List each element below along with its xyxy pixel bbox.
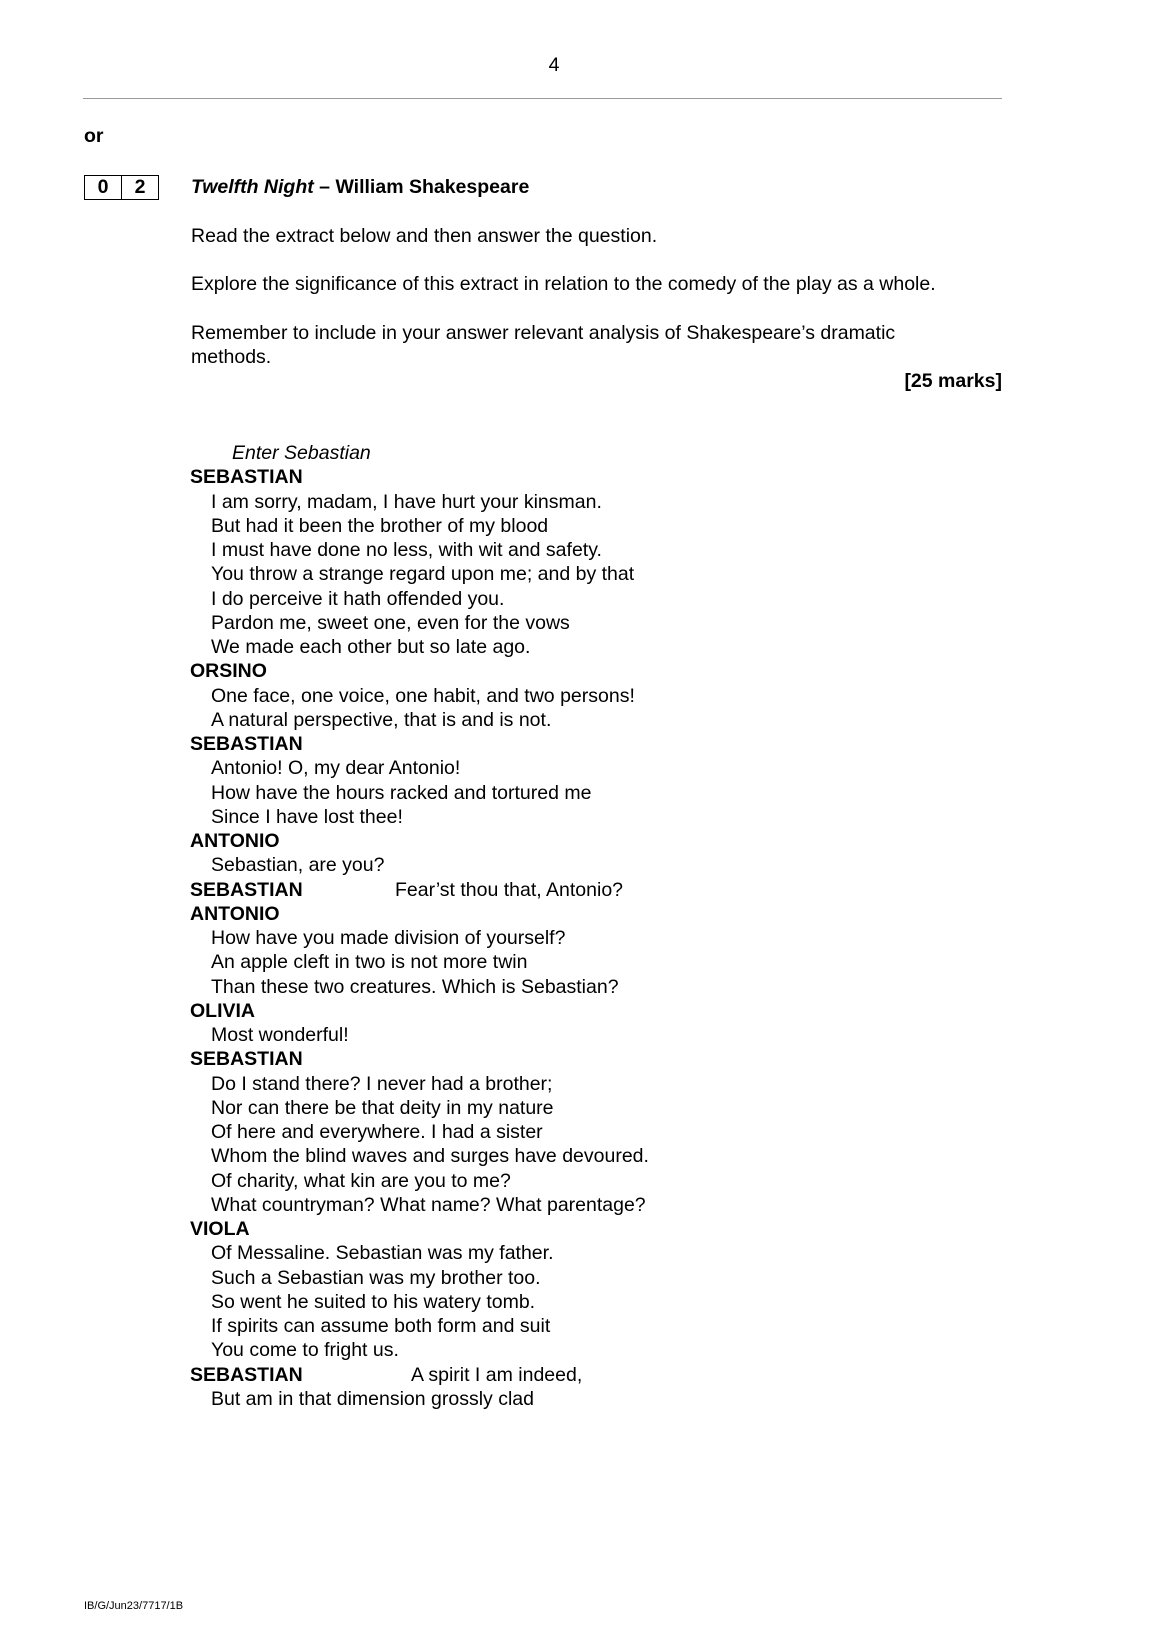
line-text: You come to fright us. [211, 1339, 399, 1362]
line-text: Pardon me, sweet one, even for the vows [211, 611, 570, 634]
line-text: You throw a strange regard upon me; and by that [211, 563, 635, 586]
speaker-name [190, 732, 649, 756]
verse-line [190, 562, 649, 586]
speaker-name [190, 999, 649, 1023]
line-text: One face, one voice, one habit, and two persons! [211, 684, 635, 707]
line-text: So went he suited to his watery tomb. [211, 1290, 536, 1313]
line-text: A natural perspective, that is and is not. [211, 708, 552, 731]
header-divider [83, 98, 1002, 99]
line-text: Enter Sebastian [232, 442, 371, 464]
question-digit: 2 [121, 176, 158, 199]
stage-direction [190, 441, 649, 465]
instruction: Remember to include in your answer relevant analysis of Shakespeare’s dramatic [191, 322, 896, 344]
line-text: VIOLA [190, 1218, 250, 1240]
line-text: I am sorry, madam, I have hurt your kinsman. [211, 490, 602, 513]
verse-line [190, 538, 649, 562]
verse-line [190, 611, 649, 635]
line-text: Of Messaline. Sebastian was my father. [211, 1242, 554, 1265]
question-prompt: Explore the significance of this extract in relation to the comedy of the play as a whole. [191, 273, 936, 295]
speaker-name [190, 465, 649, 489]
speaker-name [190, 1363, 649, 1387]
line-text: SEBASTIAN [190, 1048, 303, 1071]
line-text: Than these two creatures. Which is Sebastian? [211, 975, 619, 998]
verse-line [190, 1387, 649, 1411]
verse-line: Fear’st thou that, Antonio? [395, 878, 624, 901]
verse-line [190, 1096, 649, 1120]
line-text: An apple cleft in two is not more twin [211, 951, 528, 974]
verse-line [190, 708, 649, 732]
verse-line [190, 805, 649, 829]
verse-line [190, 1266, 649, 1290]
verse-line [190, 1120, 649, 1144]
speaker-name [190, 1047, 649, 1071]
line-text: SEBASTIAN [190, 878, 303, 901]
verse-line [190, 1144, 649, 1168]
line-text: Antonio! O, my dear Antonio! [211, 757, 461, 780]
line-text: But had it been the brother of my blood [211, 514, 549, 537]
speaker-name [190, 659, 649, 683]
instruction: Read the extract below and then answer the question. [191, 225, 658, 247]
verse-line [190, 1290, 649, 1314]
verse-line [190, 975, 649, 999]
verse-line [190, 1023, 649, 1047]
question-title [191, 176, 529, 199]
verse-line [190, 635, 649, 659]
line-text: Since I have lost thee! [211, 805, 403, 828]
verse-line [190, 926, 649, 950]
line-text: ANTONIO [190, 830, 280, 852]
line-text: What countryman? What name? What parentage? [211, 1193, 646, 1216]
line-text: ANTONIO [190, 902, 280, 925]
speaker-name [190, 902, 649, 926]
line-text: Whom the blind waves and surges have devoured. [211, 1145, 649, 1168]
verse-line [190, 781, 649, 805]
or-label: or [84, 125, 104, 147]
line-text: Do I stand there? I never had a brother; [211, 1072, 553, 1095]
verse-line [190, 1338, 649, 1362]
verse-line [190, 1169, 649, 1193]
verse-line [190, 756, 649, 780]
question-number-box [84, 175, 159, 200]
footer-code: IB/G/Jun23/7717/1B [84, 1600, 184, 1612]
line-text: I must have done no less, with wit and safety. [211, 539, 602, 561]
line-text: But am in that dimension grossly clad [211, 1387, 534, 1410]
line-text: ORSINO [190, 660, 267, 683]
verse-line [190, 1314, 649, 1338]
line-text: Most wonderful! [211, 1024, 349, 1046]
speaker-name [190, 829, 649, 853]
line-text: Sebastian, are you? [211, 854, 385, 877]
line-text: SEBASTIAN [190, 466, 303, 489]
line-text: Such a Sebastian was my brother too. [211, 1266, 541, 1289]
line-text: SEBASTIAN [190, 733, 303, 755]
line-text: SEBASTIAN [190, 1363, 303, 1386]
play-extract [190, 441, 649, 1411]
line-text: If spirits can assume both form and suit [211, 1315, 551, 1337]
author: – William Shakespeare [313, 176, 530, 198]
line-text: How have you made division of yourself? [211, 927, 566, 949]
verse-line [190, 587, 649, 611]
verse-line [190, 853, 649, 877]
verse-line [190, 514, 649, 538]
verse-line [190, 950, 649, 974]
verse-line [190, 1193, 649, 1217]
line-text: I do perceive it hath offended you. [211, 587, 505, 610]
line-text: OLIVIA [190, 999, 256, 1022]
page-number: 4 [548, 54, 560, 76]
line-text: Of here and everywhere. I had a sister [211, 1121, 543, 1143]
line-text: Nor can there be that deity in my nature [211, 1096, 554, 1119]
line-text: We made each other but so late ago. [211, 636, 531, 658]
verse-line [190, 684, 649, 708]
speaker-name [190, 1217, 649, 1241]
line-text: How have the hours racked and tortured me [211, 781, 592, 804]
line-text: Of charity, what kin are you to me? [211, 1169, 511, 1192]
verse-line [190, 1072, 649, 1096]
marks-label: [25 marks] [904, 370, 1002, 392]
verse-line [190, 490, 649, 514]
instruction: methods. [191, 346, 272, 368]
verse-line [190, 1241, 649, 1265]
verse-line: A spirit I am indeed, [411, 1363, 583, 1386]
speaker-name [190, 878, 649, 902]
question-digit: 0 [97, 176, 109, 198]
play-title: Twelfth Night [191, 176, 314, 198]
